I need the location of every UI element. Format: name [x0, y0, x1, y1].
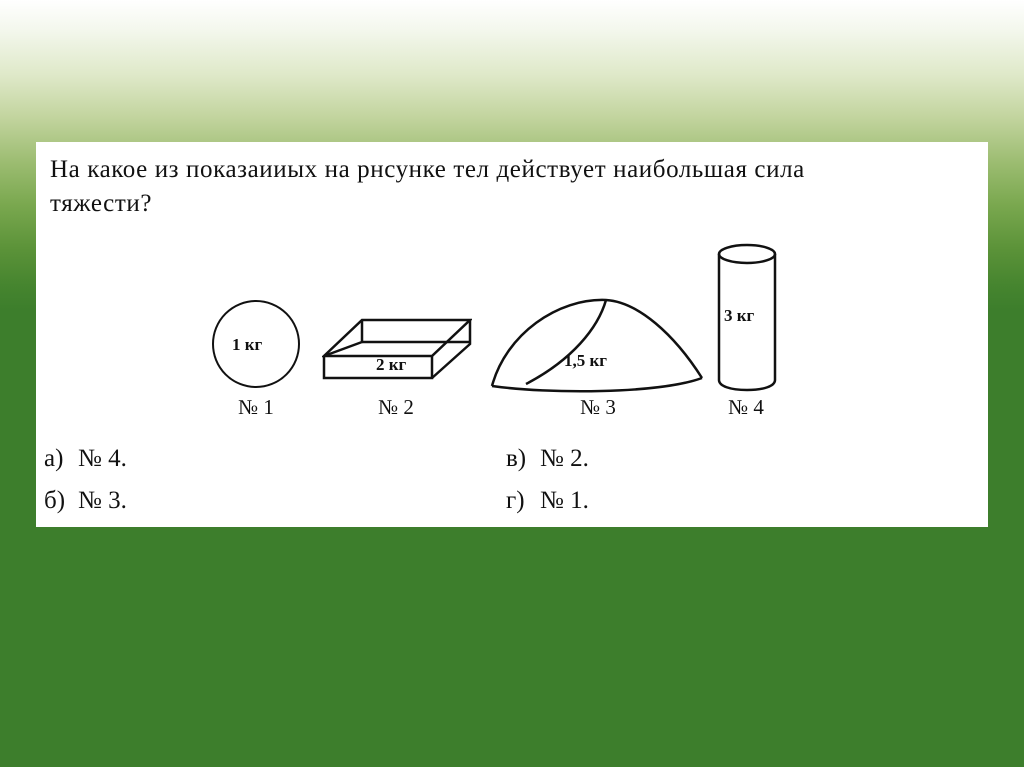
answer-text-g: № 1.	[540, 487, 589, 514]
figure-3-mass-label: 1,5 кг	[564, 351, 608, 370]
figure-3-dome	[488, 294, 708, 394]
answer-option-b[interactable]	[44, 487, 127, 515]
figure-4-mass-label: 3 кг	[724, 306, 755, 325]
figure-2-mass-label: 2 кг	[376, 355, 407, 374]
figure-3-caption: № 3	[580, 395, 616, 419]
figure-1-caption: № 1	[238, 395, 274, 419]
answer-marker-b: б)	[44, 487, 66, 514]
question-line-2: тяжести?	[50, 190, 153, 217]
figure-2-caption: № 2	[378, 395, 414, 419]
answer-text-v: № 2.	[540, 445, 589, 472]
question-card	[36, 142, 988, 527]
answer-marker-v: в)	[506, 445, 527, 472]
question-line-1: На какое из показаииых на рнсунке тел действует наибольшая сила	[50, 156, 805, 183]
dome-svg	[488, 294, 708, 394]
answer-option-g[interactable]	[506, 487, 589, 515]
answer-marker-a: а)	[44, 445, 64, 472]
answer-option-v[interactable]	[506, 445, 589, 473]
answer-text-b: № 3.	[78, 487, 127, 514]
figure-1-mass-label: 1 кг	[232, 335, 263, 354]
answer-text-a: № 4.	[78, 445, 127, 472]
figure-4-caption: № 4	[728, 395, 764, 419]
answer-marker-g: г)	[506, 487, 525, 514]
answer-option-a[interactable]	[44, 445, 127, 473]
